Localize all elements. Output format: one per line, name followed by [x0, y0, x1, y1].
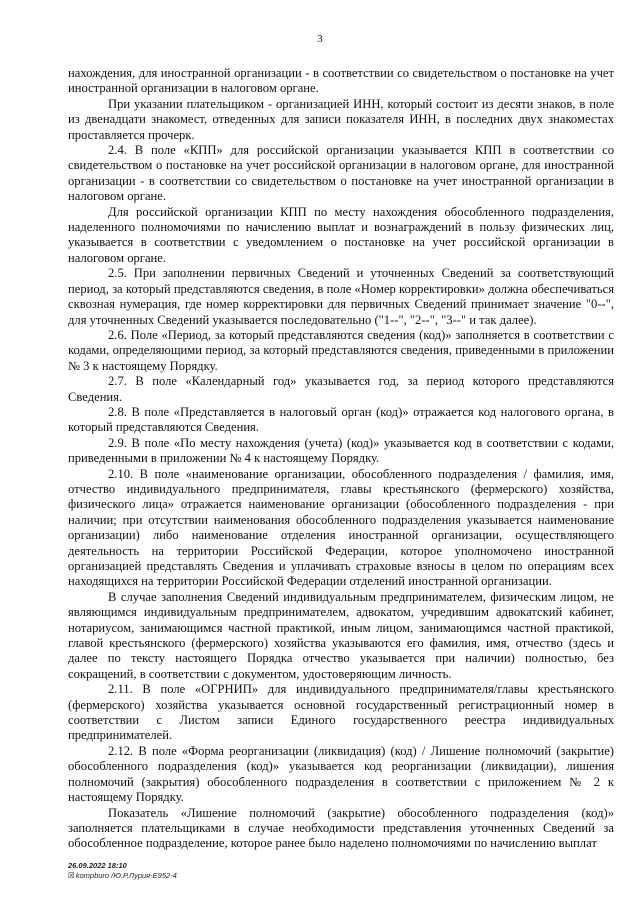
paragraph: 2.4. В поле «КПП» для российской организации указывается КПП в соответствии со свидетельством о постановке на учет российской организации в налоговом органе, для иностранной организации - в соответствии со свидетельством о постановке на учет иностранной организации в налоговом органе. — [68, 143, 614, 204]
paragraph: 2.7. В поле «Календарный год» указывается год, за период которого представляются Сведения. — [68, 374, 614, 404]
paragraph: 2.5. При заполнении первичных Сведений и уточненных Сведений за соответствующий период, за который представляются сведения, в поле «Номер корректировки» должна обеспечиваться сквозная нумерация, где номер корректировки для первичных Сведений принимает значение "0--", для уточненных Сведений указывается последовательно ("1--", "2--", "3--" и так далее). — [68, 266, 614, 327]
print-source-text: kompburo /Ю.Р.Лурия-Е952-4 — [75, 871, 177, 880]
paragraph: 2.9. В поле «По месту нахождения (учета) (код)» указывается код в соответствии с кодами, приведенными в приложении № 4 к настоящему Порядку. — [68, 435, 614, 466]
paragraph: 2.11. В поле «ОГРНИП» для индивидуального предпринимателя/главы крестьянского (фермерского) хозяйства указывается основной государственный регистрационный номер в соответствии с Листом записи Единого государственного реестра индивидуальных предпринимателей. — [68, 682, 614, 743]
paragraph: 2.12. В поле «Форма реорганизации (ликвидация) (код) / Лишение полномочий (закрытие) обособленного подразделения (код)» указывается код реорганизации (ликвидации), лишения полномочий (закрытия) обособленного подразделения в соответствии с приложением № 2 к настоящему Порядку. — [68, 743, 614, 805]
paragraph: При указании плательщиком - организацией ИНН, который состоит из десяти знаков, в поле из двенадцати знакомест, отведенных для записи показателя ИНН, в последних двух знакоместах проставляется прочерк. — [68, 96, 614, 142]
checkbox-icon: ☒ — [68, 871, 75, 880]
document-body — [68, 66, 614, 852]
page-number: 3 — [317, 33, 323, 45]
paragraph: В случае заполнения Сведений индивидуальным предпринимателем, физическим лицом, не являющимся индивидуальным предпринимателем, адвокатом, учредившим адвокатский кабинет, нотариусом, занимающимся частной практикой, иным лицом, занимающимся частной практикой, главой крестьянского (фермерского) хозяйства указываются его фамилия, имя, отчество (здесь и далее по тексту настоящего Порядка отчество указывается при наличии) полностью, без сокращений, в соответствии с документом, удостоверяющим личность. — [68, 589, 614, 681]
paragraph: Показатель «Лишение полномочий (закрытие) обособленного подразделения (код)» заполняется плательщиками в случае необходимости представления уточненных Сведений за обособленное подразделение, которое ранее было наделено полномочиями по начислению выплат — [68, 805, 614, 851]
print-source — [68, 871, 177, 881]
paragraph: 2.8. В поле «Представляется в налоговый орган (код)» отражается код налогового органа, в который представляются Сведения. — [68, 404, 614, 435]
paragraph: Для российской организации КПП по месту нахождения обособленного подразделения, наделенного полномочиями по начислению выплат и вознаграждений в пользу физических лиц, указывается в соответствии с уведомлением о постановке на учет российской организации в налоговом органе. — [68, 204, 614, 265]
paragraph: 2.10. В поле «наименование организации, обособленного подразделения / фамилия, имя, отчество индивидуального предпринимателя, главы крестьянского (фермерского) хозяйства, физического лица» отражается наименование организации (обособленного подразделения - при наличии; при отсутствии наименования обособленного подразделения указывается наименование организации) либо наименование отделения иностранной организации, осуществляющего деятельность на территории Российской Федерации, которое уполномочено иностранной организацией представлять Сведения и уплачивать страховые взносы в целом по операциям всех находящихся на территории Российской Федерации отделений иностранной организации. — [68, 466, 614, 589]
print-date: 26.09.2022 18:10 — [68, 861, 127, 870]
print-footer — [68, 861, 177, 881]
paragraph: 2.6. Поле «Период, за который представляются сведения (код)» заполняется в соответствии с кодами, определяющими период, за который представляются сведения, приведенными в приложении № 3 к настоящему Порядку. — [68, 327, 614, 373]
paragraph: нахождения, для иностранной организации - в соответствии со свидетельством о постановке на учет иностранной организации в налоговом органе. — [68, 66, 614, 96]
